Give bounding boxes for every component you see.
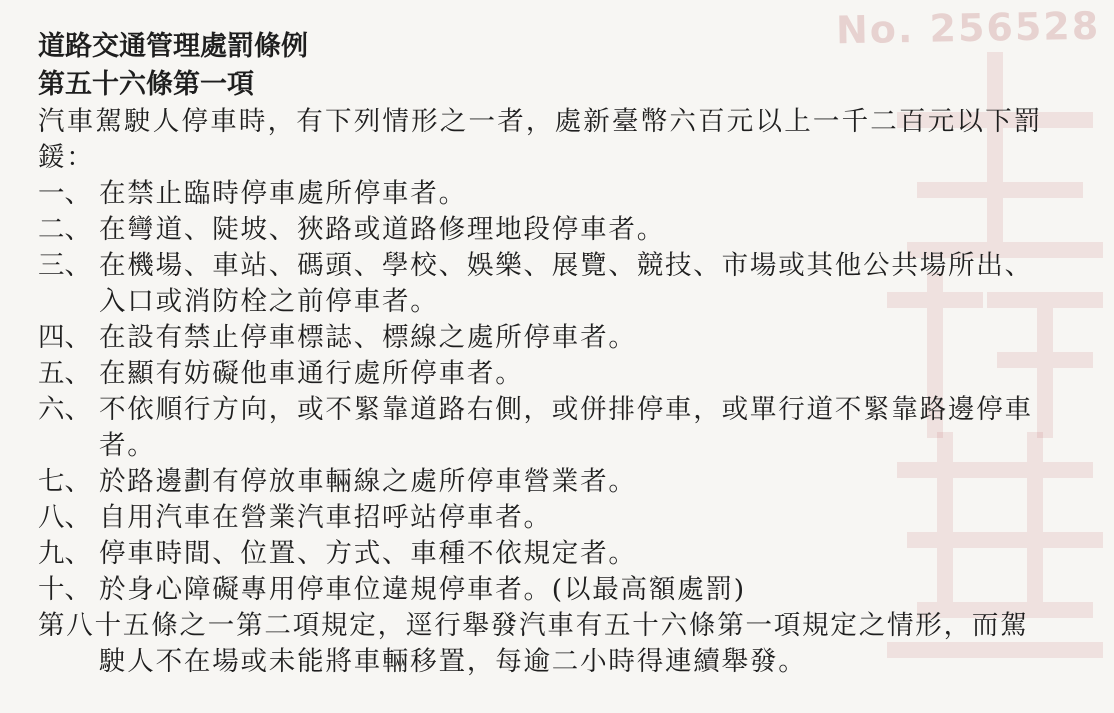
list-item-number: 四、 — [38, 322, 91, 353]
list-item — [38, 248, 1098, 284]
list-item — [38, 320, 1098, 356]
list-item-text: 在彎道、陡坡、狹路或道路修理地段停車者。 — [99, 214, 665, 245]
violation-list — [38, 176, 1098, 608]
footer-line-2: 駛人不在場或未能將車輛移置，每逾二小時得連續舉發。 — [99, 646, 807, 677]
list-item-text: 於路邊劃有停放車輛線之處所停車營業者。 — [99, 466, 637, 497]
list-item — [38, 536, 1098, 572]
list-item-number: 六、 — [38, 394, 91, 425]
intro-line-2: 鍰： — [38, 142, 95, 173]
list-item-text: 在機場、車站、碼頭、學校、娛樂、展覽、競技、市場或其他公共場所出、 — [99, 250, 1033, 281]
list-item-text: 在設有禁止停車標誌、標線之處所停車者。 — [99, 322, 637, 353]
list-item-number: 三、 — [38, 250, 91, 281]
list-item — [38, 464, 1098, 500]
serial-number-stamp: No. 256528 — [835, 3, 1101, 53]
list-item-continuation: 者。 — [99, 430, 156, 461]
list-item-number: 九、 — [38, 538, 91, 569]
list-item — [38, 176, 1098, 212]
intro-line-1: 汽車駕駛人停車時，有下列情形之一者，處新臺幣六百元以上一千二百元以下罰 — [38, 106, 1043, 137]
list-item-number: 一、 — [38, 178, 91, 209]
regulation-text — [38, 28, 1098, 680]
list-item — [38, 356, 1098, 392]
list-item — [38, 500, 1098, 536]
list-item-number: 十、 — [38, 574, 91, 605]
article-title: 第五十六條第一項 — [38, 69, 254, 100]
list-item-number: 七、 — [38, 466, 91, 497]
list-item — [38, 212, 1098, 248]
list-item-number: 五、 — [38, 358, 91, 389]
list-item-text: 自用汽車在營業汽車招呼站停車者。 — [99, 502, 552, 533]
list-item-continuation: 入口或消防栓之前停車者。 — [99, 286, 439, 317]
list-item-number: 八、 — [38, 502, 91, 533]
list-item-text: 在禁止臨時停車處所停車者。 — [99, 178, 467, 209]
list-item — [38, 392, 1098, 428]
list-item-number: 二、 — [38, 214, 91, 245]
list-item-text: 於身心障礙專用停車位違規停車者。(以最高額處罰) — [99, 574, 746, 605]
list-item-text: 在顯有妨礙他車通行處所停車者。 — [99, 358, 524, 389]
list-item-text: 停車時間、位置、方式、車種不依規定者。 — [99, 538, 637, 569]
law-title: 道路交通管理處罰條例 — [38, 31, 308, 62]
list-item-text: 不依順行方向，或不緊靠道路右側，或併排停車，或單行道不緊靠路邊停車 — [99, 394, 1033, 425]
list-item — [38, 572, 1098, 608]
footer-line-1: 第八十五條之一第二項規定，逕行舉發汽車有五十六條第一項規定之情形，而駕 — [38, 610, 1029, 641]
